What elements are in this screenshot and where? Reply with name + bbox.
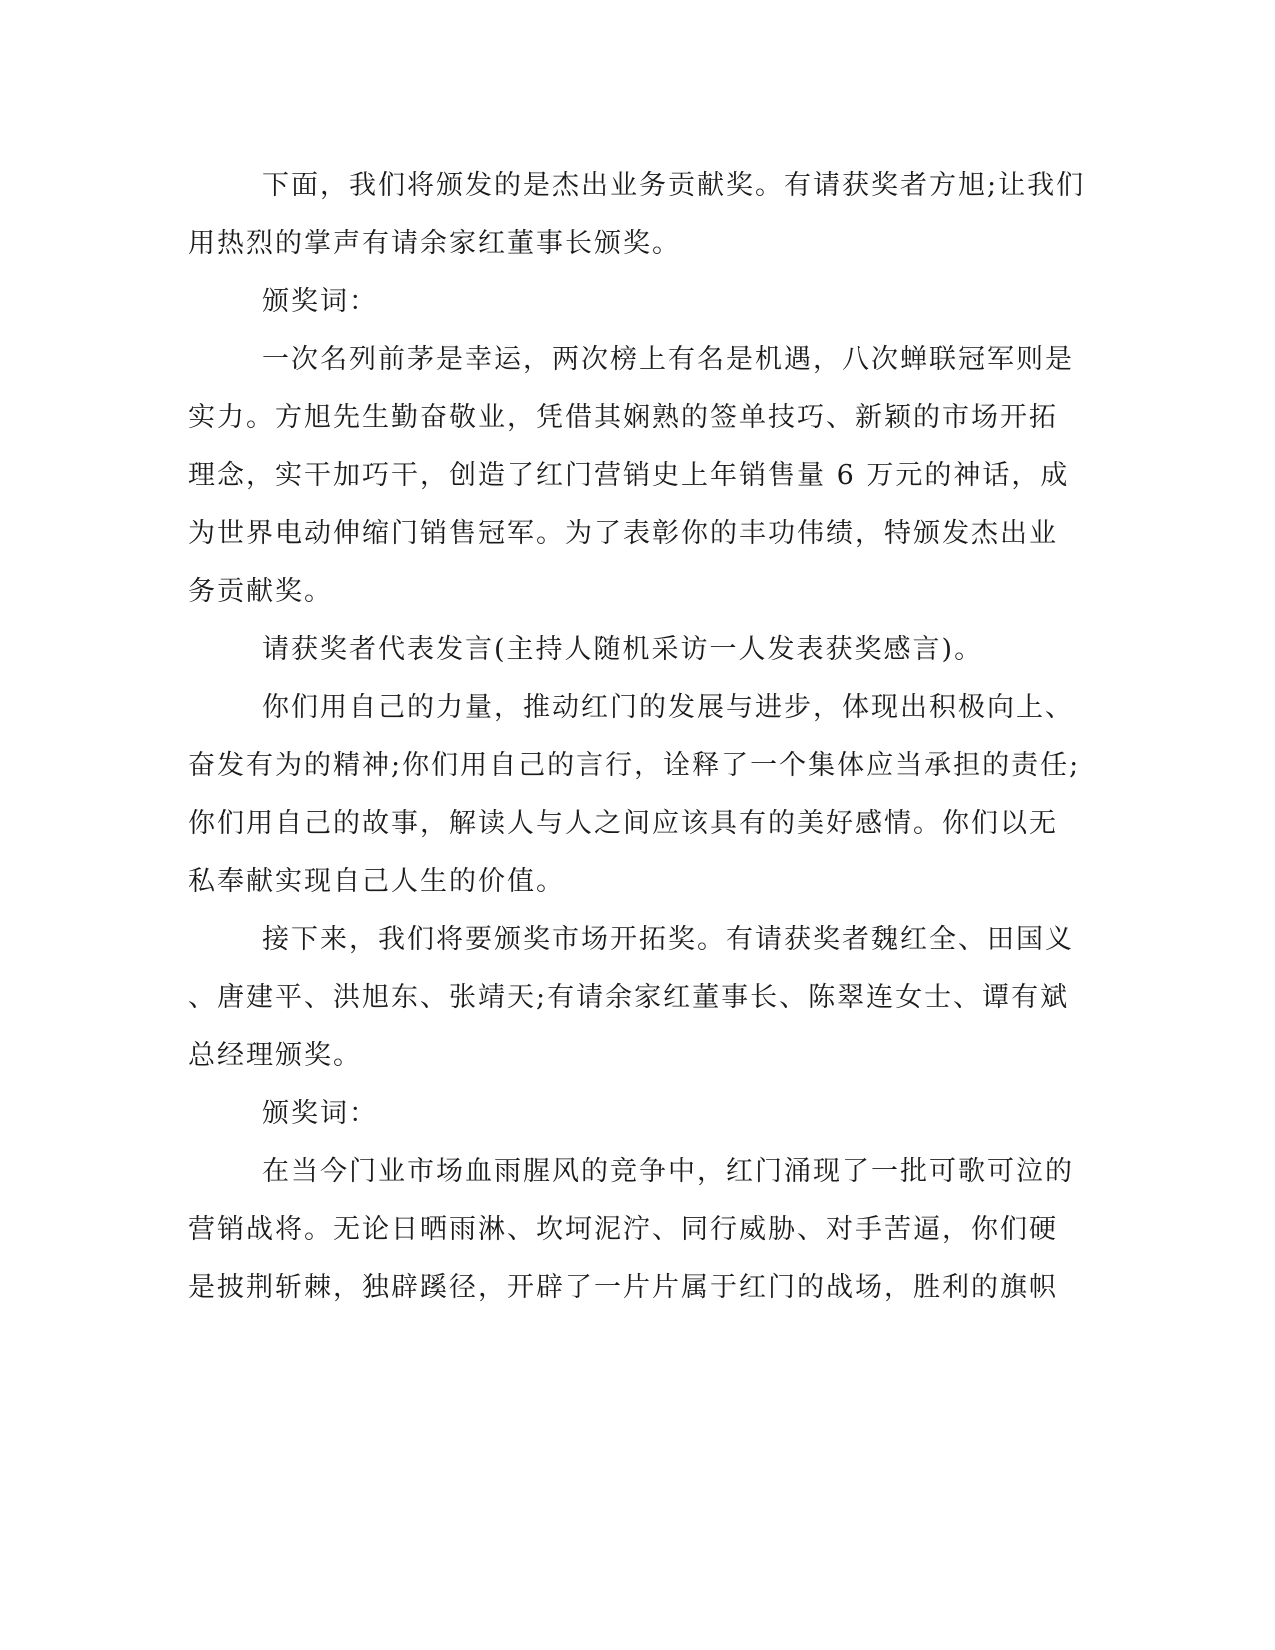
text-line: 理念，实干加巧干，创造了红门营销史上年销售量 6 万元的神话，成 — [188, 460, 1070, 491]
text-line: 你们用自己的故事，解读人与人之间应该具有的美好感情。你们以无 — [188, 808, 1058, 839]
section-label: 颁奖词： — [262, 1098, 378, 1129]
text-line: 实力。方旭先生勤奋敬业，凭借其娴熟的签单技巧、新颖的市场开拓 — [188, 402, 1058, 433]
text-line: 奋发有为的精神;你们用自己的言行，诠释了一个集体应当承担的责任; — [188, 750, 1081, 781]
text-line: 为世界电动伸缩门销售冠军。为了表彰你的丰功伟绩，特颁发杰出业 — [188, 518, 1058, 549]
text-line: 接下来，我们将要颁奖市场开拓奖。有请获奖者魏红全、田国义 — [262, 924, 1074, 955]
text-line: 一次名列前茅是幸运，两次榜上有名是机遇，八次蝉联冠军则是 — [262, 344, 1074, 375]
text-line: 在当今门业市场血雨腥风的竞争中，红门涌现了一批可歌可泣的 — [262, 1156, 1074, 1187]
text-line: 是披荆斩棘，独辟蹊径，开辟了一片片属于红门的战场，胜利的旗帜 — [188, 1272, 1058, 1303]
text-line: 总经理颁奖。 — [188, 1040, 362, 1071]
text-line: 务贡献奖。 — [188, 576, 333, 607]
section-label: 颁奖词： — [262, 286, 378, 317]
text-line: 用热烈的掌声有请余家红董事长颁奖。 — [188, 228, 681, 259]
text-line: 、唐建平、洪旭东、张靖天;有请余家红董事长、陈翠连女士、谭有斌 — [188, 982, 1070, 1013]
text-line: 下面，我们将颁发的是杰出业务贡献奖。有请获奖者方旭;让我们 — [262, 170, 1086, 201]
text-line: 营销战将。无论日晒雨淋、坎坷泥泞、同行威胁、对手苦逼，你们硬 — [188, 1214, 1058, 1245]
text-line: 私奉献实现自己人生的价值。 — [188, 866, 565, 897]
text-line: 请获奖者代表发言(主持人随机采访一人发表获奖感言)。 — [262, 634, 984, 665]
text-line: 你们用自己的力量，推动红门的发展与进步，体现出积极向上、 — [262, 692, 1074, 723]
